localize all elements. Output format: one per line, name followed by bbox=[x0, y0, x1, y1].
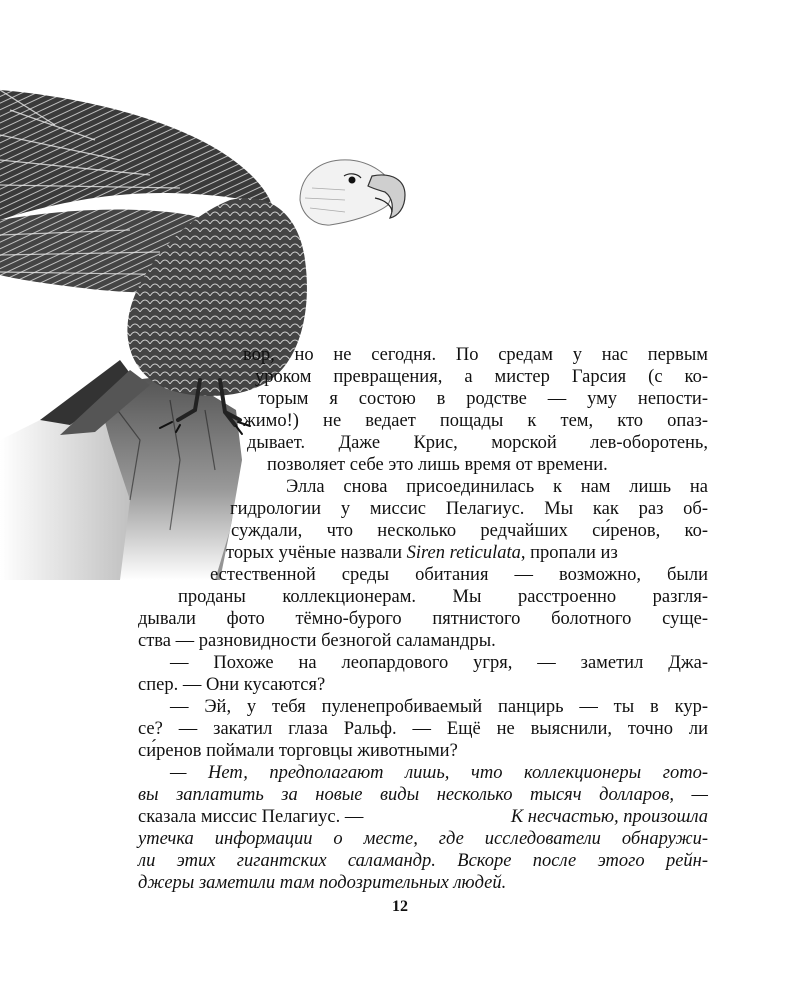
text-line: си́ренов поймали торговцы животными? bbox=[138, 741, 458, 761]
text-line: — Похоже на леопардового угря, — заметил Джа- bbox=[170, 653, 708, 673]
text-segment: сказала миссис Пелагиус. — bbox=[138, 807, 368, 827]
species-name: Siren reticulata bbox=[406, 543, 521, 563]
text-segment: , пропали из bbox=[520, 543, 618, 563]
text-line bbox=[226, 542, 708, 564]
text-line: уроком превращения, а мистер Гарсия (с ко- bbox=[255, 367, 708, 387]
text-line: Элла снова присоединилась к нам лишь на bbox=[286, 477, 708, 497]
text-line: гидрологии у миссис Пелагиус. Мы как раз об- bbox=[230, 499, 708, 519]
text-line: вы заплатить за новые виды несколько тысяч долларов, — bbox=[138, 785, 708, 805]
text-line: — Эй, у тебя пуленепробиваемый панцирь — ты в кур- bbox=[170, 697, 708, 717]
text-line: жимо!) не ведает пощады к тем, кто опаз- bbox=[243, 411, 708, 431]
text-line: джеры заметили там подозрительных людей. bbox=[138, 873, 507, 893]
page-number: 12 bbox=[392, 898, 408, 915]
text-line: ства — разновидности безногой саламандры. bbox=[138, 631, 496, 651]
text-line: вор, но не сегодня. По средам у нас первым bbox=[243, 345, 708, 365]
text-line: спер. — Они кусаются? bbox=[138, 675, 326, 695]
text-line: суждали, что несколько редчайших си́ренов, ко- bbox=[231, 521, 708, 541]
text-line bbox=[138, 806, 708, 828]
text-line: естественной среды обитания — возможно, были bbox=[210, 565, 708, 585]
text-segment: торых учёные назвали bbox=[226, 543, 407, 563]
text-line: позволяет себе это лишь время от времени. bbox=[267, 455, 608, 475]
text-segment: К несчастью, произошла bbox=[510, 807, 708, 827]
text-line: утечка информации о месте, где исследователи обнаружи- bbox=[138, 829, 708, 849]
text-line: проданы коллекционерам. Мы расстроенно разгля- bbox=[178, 587, 708, 607]
text-line: се? — закатил глаза Ральф. — Ещё не выяснили, точно ли bbox=[138, 719, 708, 739]
text-line: — Нет, предполагают лишь, что коллекционеры гото- bbox=[170, 763, 708, 783]
text-line: ли этих гигантских саламандр. Вскоре после этого рейн- bbox=[138, 851, 708, 871]
text-line: торым я состою в родстве — уму непости- bbox=[258, 389, 708, 409]
text-line: дывали фото тёмно-бурого пятнистого болотного суще- bbox=[138, 609, 708, 629]
text-line: дывает. Даже Крис, морской лев-оборотень, bbox=[247, 433, 708, 453]
